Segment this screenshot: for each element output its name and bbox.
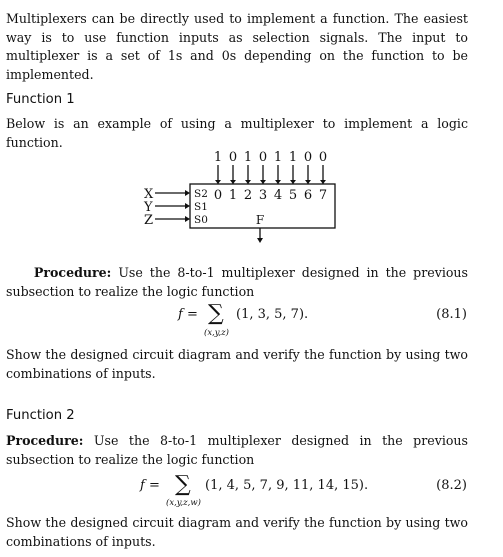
function1-lead: Below is an example of using a multiplexer to implement a logic function. <box>6 116 468 150</box>
summation-icon: ∑ <box>208 301 224 326</box>
data-bit: 1 <box>288 150 298 165</box>
select-label-s2: S2 <box>194 188 208 200</box>
input-label: 3 <box>258 188 268 203</box>
equation-subscript: (x,y,z,w) <box>166 498 201 508</box>
input-label: 1 <box>228 188 238 203</box>
function2-heading: Function 2 <box>6 408 75 423</box>
select-label-s1: S1 <box>194 201 208 213</box>
equation-lhs: f = <box>140 478 160 493</box>
equation-lhs: f = <box>178 307 198 322</box>
select-wires <box>155 193 186 219</box>
data-bit: 0 <box>228 150 238 165</box>
equation-number: (8.1) <box>436 307 467 322</box>
procedure-label: Procedure: <box>33 265 112 280</box>
output-arrow <box>257 238 263 243</box>
input-label: 4 <box>273 188 283 203</box>
input-label: 0 <box>213 188 223 203</box>
data-bit: 1 <box>273 150 283 165</box>
data-bit: 1 <box>243 150 253 165</box>
input-label: 2 <box>243 188 253 203</box>
intro-paragraph: Multiplexers can be directly used to implement a function. The easiest way is to use function inputs as selection signals. The input to multiplexer is a set of 1s and 0s depending on the function to be implemented. <box>6 11 468 82</box>
function1-procedure <box>6 264 468 301</box>
equation-terms: (1, 3, 5, 7). <box>236 307 309 322</box>
output-label: F <box>255 213 265 227</box>
function1-verify: Show the designed circuit diagram and verify the function by using two combinations of inputs. <box>6 347 468 381</box>
summation-icon: ∑ <box>175 472 191 497</box>
procedure-text: Use the 8-to-1 multiplexer designed in the previous subsection to realize the logic function <box>6 265 469 299</box>
input-label: 7 <box>318 188 328 203</box>
function1-heading: Function 1 <box>6 92 75 107</box>
select-arrows <box>185 190 190 222</box>
input-label: 5 <box>288 188 298 203</box>
select-label-s0: S0 <box>194 214 208 226</box>
data-bit: 1 <box>213 150 223 165</box>
data-bit: 0 <box>318 150 328 165</box>
procedure-text: Use the 8-to-1 multiplexer designed in the previous subsection to realize the logic function <box>6 433 468 467</box>
function2-procedure <box>6 432 468 469</box>
multiplexer-diagram <box>130 143 350 248</box>
select-input-x: X <box>144 187 154 202</box>
equation-subscript: (x,y,z) <box>204 328 229 338</box>
function2-verify: Show the designed circuit diagram and verify the function by using two combinations of inputs. <box>6 515 468 549</box>
data-bit: 0 <box>303 150 313 165</box>
input-label: 6 <box>303 188 313 203</box>
data-bit: 0 <box>258 150 268 165</box>
select-input-z: Z <box>144 213 154 228</box>
equation-number: (8.2) <box>436 478 467 493</box>
procedure-label: Procedure: <box>6 433 84 448</box>
equation-terms: (1, 4, 5, 7, 9, 11, 14, 15). <box>205 478 369 493</box>
select-input-y: Y <box>144 200 153 215</box>
